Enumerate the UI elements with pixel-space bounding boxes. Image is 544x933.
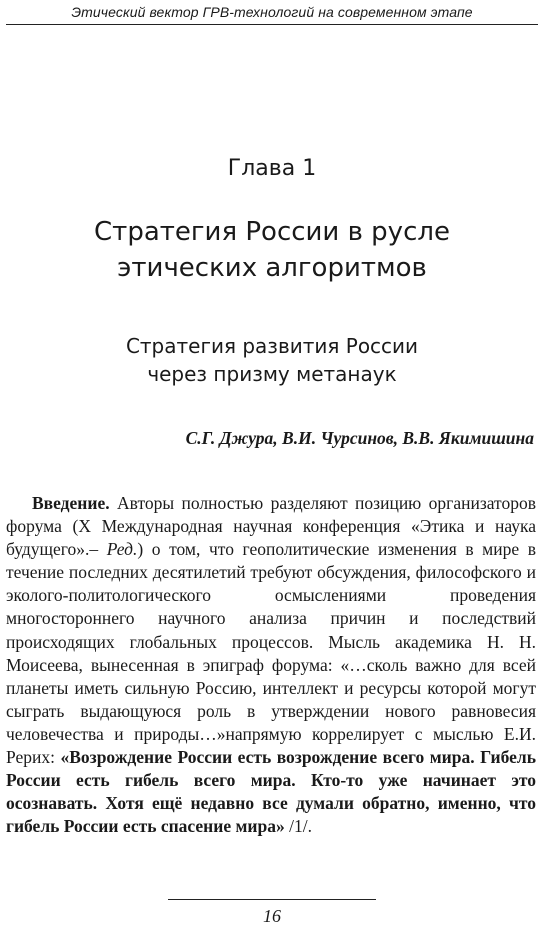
page-number: 16 — [263, 906, 281, 926]
authors-line: С.Г. Джура, В.И. Чурсинов, В.В. Якимишина — [185, 428, 534, 448]
footer-divider — [168, 899, 376, 900]
chapter-title-line-2: этических алгоритмов — [117, 253, 427, 283]
section-title — [0, 332, 544, 388]
header-divider — [6, 24, 538, 25]
running-header: Этический вектор ГРВ-технологий на современном этапе — [71, 4, 473, 20]
chapter-title-line-1: Стратегия России в русле — [94, 217, 450, 247]
chapter-title — [0, 214, 544, 286]
roerich-quote: «Возрождение России есть возрождение всего мира. Гибель России есть гибель всего мира. Кто-то уже начинает это осознавать. Хотя ещё недавно все думали обратно, именно, что гибель России есть спасение мира» — [6, 747, 536, 837]
body-text-part-1: Авторы полностью разделяют позицию организаторов форума (X Международная научная конференция «Этика и наука будущего».– — [6, 493, 536, 560]
section-title-line-2: через призму метанаук — [147, 362, 397, 386]
section-title-line-1: Стратегия развития России — [125, 334, 419, 358]
body-text-part-2: ) о том, что геополитические изменения в мире в течение последних десятилетий требуют обсуждения, философского и эколого-политологического осмыслениями проведения многостороннего научного анализа причин и последствий происходящих глобальных процессов. Мысль академика Н. Н. Моисеева, вынесенная в эпиграф форума: «…сколь важно для всей планеты иметь сильную Россию, интеллект и ресурсы которой могут сыграть выдающуюся роль в утверждении нового равновесия человечества и природы…»напрямую коррелирует с мыслью Е.И. Рерих: — [6, 539, 536, 768]
body-paragraph — [6, 492, 536, 838]
editor-note: Ред. — [106, 539, 138, 560]
intro-label: Введение. — [32, 493, 110, 513]
chapter-label: Глава 1 — [227, 156, 317, 181]
reference-mark: /1/. — [284, 816, 312, 837]
